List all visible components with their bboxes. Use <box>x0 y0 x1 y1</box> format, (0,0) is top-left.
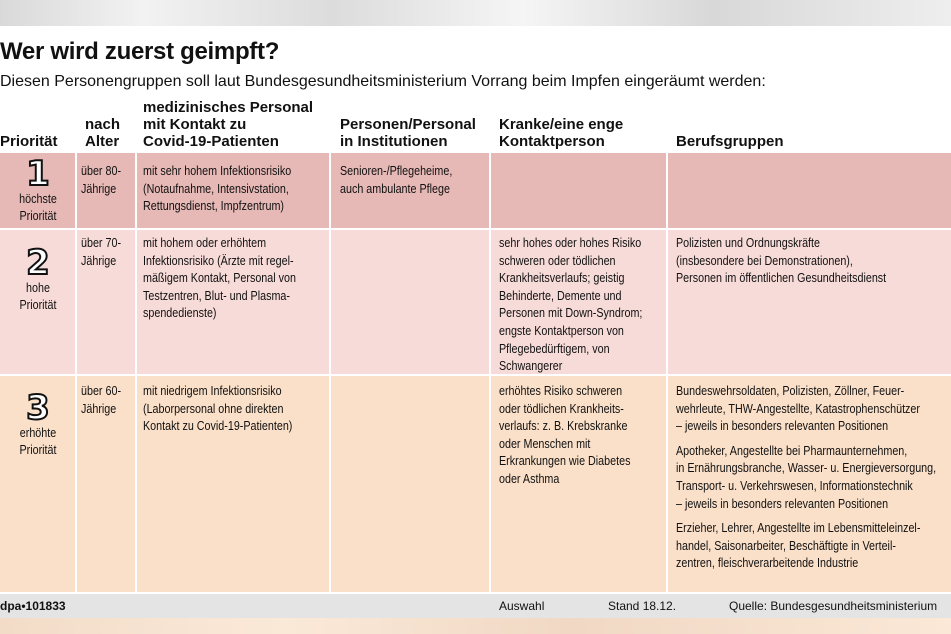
cell-line: erhöhtes Risiko schweren <box>499 384 623 398</box>
cell-line: engste Kontaktperson von <box>499 323 624 338</box>
footer-quelle: Quelle: Bundesgesundheitsministerium <box>729 599 938 613</box>
paragraph-gap <box>676 513 936 520</box>
cell-med <box>143 163 291 216</box>
cell-line: Jährige <box>81 401 117 416</box>
cell-line: Infektionsrisiko (Ärzte mit regel- <box>143 253 294 268</box>
cell-line: spendedienste) <box>143 306 217 321</box>
cell-line: Apotheker, Angestellte bei Pharmaunternehmen, <box>676 443 908 458</box>
paragraph-gap <box>676 436 936 443</box>
cell-line: Jährige <box>81 181 117 196</box>
cell-line: Senioren-/Pflegeheime, <box>340 164 453 178</box>
cell-line: verlaufs: z. B. Krebskranke <box>499 419 628 434</box>
cell-line: wehrleute, THW-Angestellte, Katastrophenschützer <box>676 401 920 416</box>
cell-line: oder tödlichen Krankheits- <box>499 401 624 416</box>
footer-auswahl: Auswahl <box>499 599 545 613</box>
column-divider <box>135 153 137 592</box>
graphic-subtitle: Diesen Personengruppen soll laut Bundesgesundheitsministerium Vorrang beim Impfen eingeräumt werden: <box>0 73 766 90</box>
header-kranke-line1: Kranke/eine enge <box>499 116 624 133</box>
header-kranke-line2: Kontaktperson <box>499 133 605 150</box>
cell-line: Transport- u. Verkehrswesen, Informationstechnik <box>676 478 913 493</box>
cell-line: über 80- <box>81 164 122 178</box>
cell-line: oder Asthma <box>499 471 560 486</box>
cell-line: Bundeswehrsoldaten, Polizisten, Zöllner, Feuer- <box>676 384 905 398</box>
top-photo-strip <box>0 0 951 26</box>
cell-beruf <box>676 383 936 573</box>
header-beruf: Berufsgruppen <box>676 133 784 150</box>
cell-inst <box>340 163 452 198</box>
cell-alter <box>81 383 121 418</box>
source-footer <box>0 594 951 618</box>
cell-line: mit hohem oder erhöhtem <box>143 236 267 250</box>
cell-line: Kontakt zu Covid-19-Patienten) <box>143 419 293 434</box>
cell-line: Schwangerer <box>499 359 563 374</box>
cell-line: Behinderte, Demente und <box>499 288 622 303</box>
header-med-line3: Covid-19-Patienten <box>143 133 279 150</box>
priority-label: Priorität <box>19 443 57 457</box>
priority-label: erhöhte <box>19 426 57 440</box>
cell-line: zentren, fleischverarbeitende Industrie <box>676 556 859 571</box>
priority-number-1: 1 <box>26 154 50 194</box>
priority-badge-1 <box>0 154 76 225</box>
cell-line: (Notaufnahme, Intensivstation, <box>143 181 289 196</box>
cell-line: – jeweils in besonders relevanten Positionen <box>676 496 889 511</box>
cell-line: Personen im öffentlichen Gesundheitsdienst <box>676 271 887 286</box>
priority-number-3: 3 <box>26 388 50 428</box>
priority-label: Priorität <box>19 298 57 312</box>
header-med-line1: medizinisches Personal <box>143 99 314 116</box>
footer-stand: Stand 18.12. <box>608 599 677 613</box>
priority-badge-2 <box>0 243 76 314</box>
cell-line: über 60- <box>81 384 122 398</box>
header-inst-line1: Personen/Personal <box>340 116 476 133</box>
cell-line: mit niedrigem Infektionsrisiko <box>143 384 282 398</box>
cell-line: Testzentren, Blut- und Plasma- <box>143 288 290 303</box>
cell-line: (Laborpersonal ohne direkten <box>143 401 284 416</box>
cell-line: Jährige <box>81 253 117 268</box>
cell-line: oder Menschen mit <box>499 436 591 451</box>
cell-line: (insbesondere bei Demonstrationen), <box>676 253 853 268</box>
cell-line: handel, Saisonarbeiter, Beschäftigte in Verteil- <box>676 538 896 553</box>
priority-number-2: 2 <box>26 243 50 283</box>
cell-line: Krankheitsverlaufs; geistig <box>499 271 625 286</box>
priority-badge-3 <box>0 388 76 459</box>
priority-label: hohe <box>26 281 50 295</box>
cell-line: über 70- <box>81 236 122 250</box>
cell-line: Polizisten und Ordnungskräfte <box>676 236 821 250</box>
bottom-photo-strip <box>0 618 951 634</box>
cell-kranke <box>499 235 642 376</box>
header-prioritaet: Priorität <box>0 133 58 150</box>
priority-label: Priorität <box>19 209 57 223</box>
cell-alter <box>81 235 121 270</box>
cell-line: Personen mit Down-Syndrom; <box>499 306 643 321</box>
cell-kranke <box>499 383 630 489</box>
column-divider <box>666 153 668 592</box>
cell-line: sehr hohes oder hohes Risiko <box>499 236 642 250</box>
cell-line: schweren oder tödlichen <box>499 253 616 268</box>
cell-med <box>143 235 296 323</box>
cell-line: auch ambulante Pflege <box>340 181 450 196</box>
column-divider <box>329 153 331 592</box>
cell-alter <box>81 163 121 198</box>
cell-med <box>143 383 292 436</box>
cell-line: Erkrankungen wie Diabetes <box>499 454 631 469</box>
cell-line: mit sehr hohem Infektionsrisiko <box>143 164 292 178</box>
header-alter-line2: Alter <box>85 133 120 150</box>
cell-line: in Ernährungsbranche, Wasser- u. Energieversorgung, <box>676 461 937 476</box>
cell-line: Pflegebedürftigem, von <box>499 341 610 356</box>
header-med-line2: mit Kontakt zu <box>143 116 247 133</box>
cell-line: – jeweils in besonders relevanten Positionen <box>676 419 889 434</box>
priority-label: höchste <box>19 192 57 206</box>
cell-line: Rettungsdienst, Impfzentrum) <box>143 199 285 214</box>
cell-line: mäßigem Kontakt, Personal von <box>143 271 296 286</box>
dpa-id: dpa•101833 <box>0 599 66 613</box>
cell-beruf <box>676 235 886 288</box>
cell-line: Erzieher, Lehrer, Angestellte im Lebensmitteleinzel- <box>676 521 921 536</box>
column-divider <box>489 153 491 592</box>
header-inst-line2: in Institutionen <box>340 133 448 150</box>
graphic-title: Wer wird zuerst geimpft? <box>0 38 280 65</box>
header-alter-line1: nach <box>85 116 121 133</box>
